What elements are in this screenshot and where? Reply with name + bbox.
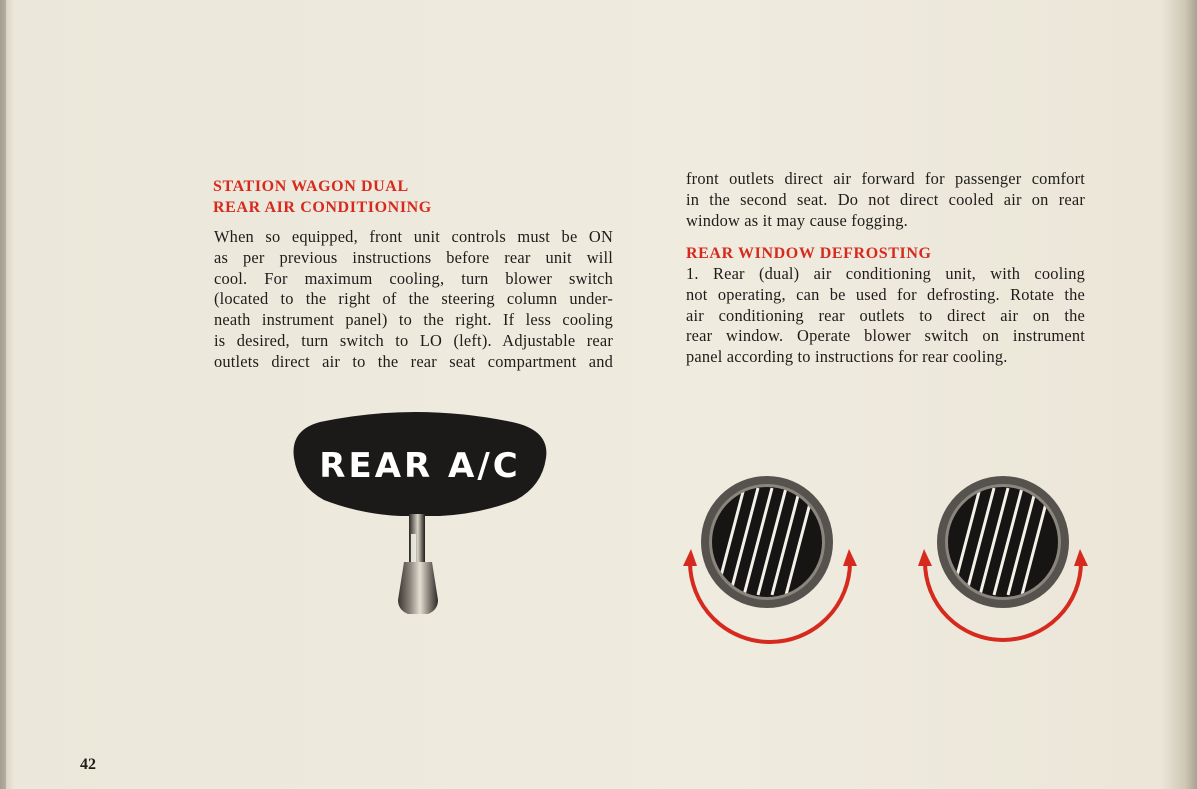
section-heading-dual-rear-ac (213, 176, 432, 218)
switch-knob (398, 562, 438, 614)
heading-line: REAR AIR CONDITIONING (213, 199, 432, 216)
text-line: outlets direct air to the rear seat compartment and (214, 351, 613, 371)
paragraph-continued (686, 169, 1085, 231)
text-line: front outlets direct air forward for passenger comfort (686, 169, 1085, 188)
rear-outlet-left (701, 476, 833, 608)
text-line: (located to the right of the steering column under- (214, 289, 613, 309)
text-line: as per previous instructions before rear unit will (214, 247, 613, 267)
rear-outlets-illustration (680, 470, 1100, 645)
rear-outlet-right (937, 476, 1069, 608)
page-number: 42 (80, 756, 96, 773)
text-line: cool. For maximum cooling, turn blower switch (214, 268, 613, 288)
paragraph-dual-rear-ac (214, 227, 613, 373)
text-line: in the second seat. Do not direct cooled air on rear (686, 189, 1085, 209)
text-line: air conditioning rear outlets to direct air on the (686, 305, 1085, 325)
switch-label: REAR A/C (319, 446, 521, 486)
text-line: rear window. Operate blower switch on instrument (686, 326, 1085, 346)
rear-ac-switch-illustration (280, 400, 560, 630)
section-heading-rear-window-defrosting: REAR WINDOW DEFROSTING (686, 245, 932, 262)
text-line: 1. Rear (dual) air conditioning unit, with cooling (686, 264, 1085, 283)
page-spine-shadow (0, 0, 6, 789)
text-line: not operating, can be used for defrosting. Rotate the (686, 284, 1085, 304)
text-line: window as it may cause fogging. (686, 210, 908, 230)
text-line: is desired, turn switch to LO (left). Adjustable rear (214, 330, 613, 350)
heading-line: STATION WAGON DUAL (213, 178, 409, 195)
text-line: neath instrument panel) to the right. If less cooling (214, 310, 613, 330)
paragraph-rear-window-defrosting (686, 264, 1085, 368)
text-line: panel according to instructions for rear cooling. (686, 347, 1008, 367)
text-line: When so equipped, front unit controls must be ON (214, 227, 613, 246)
